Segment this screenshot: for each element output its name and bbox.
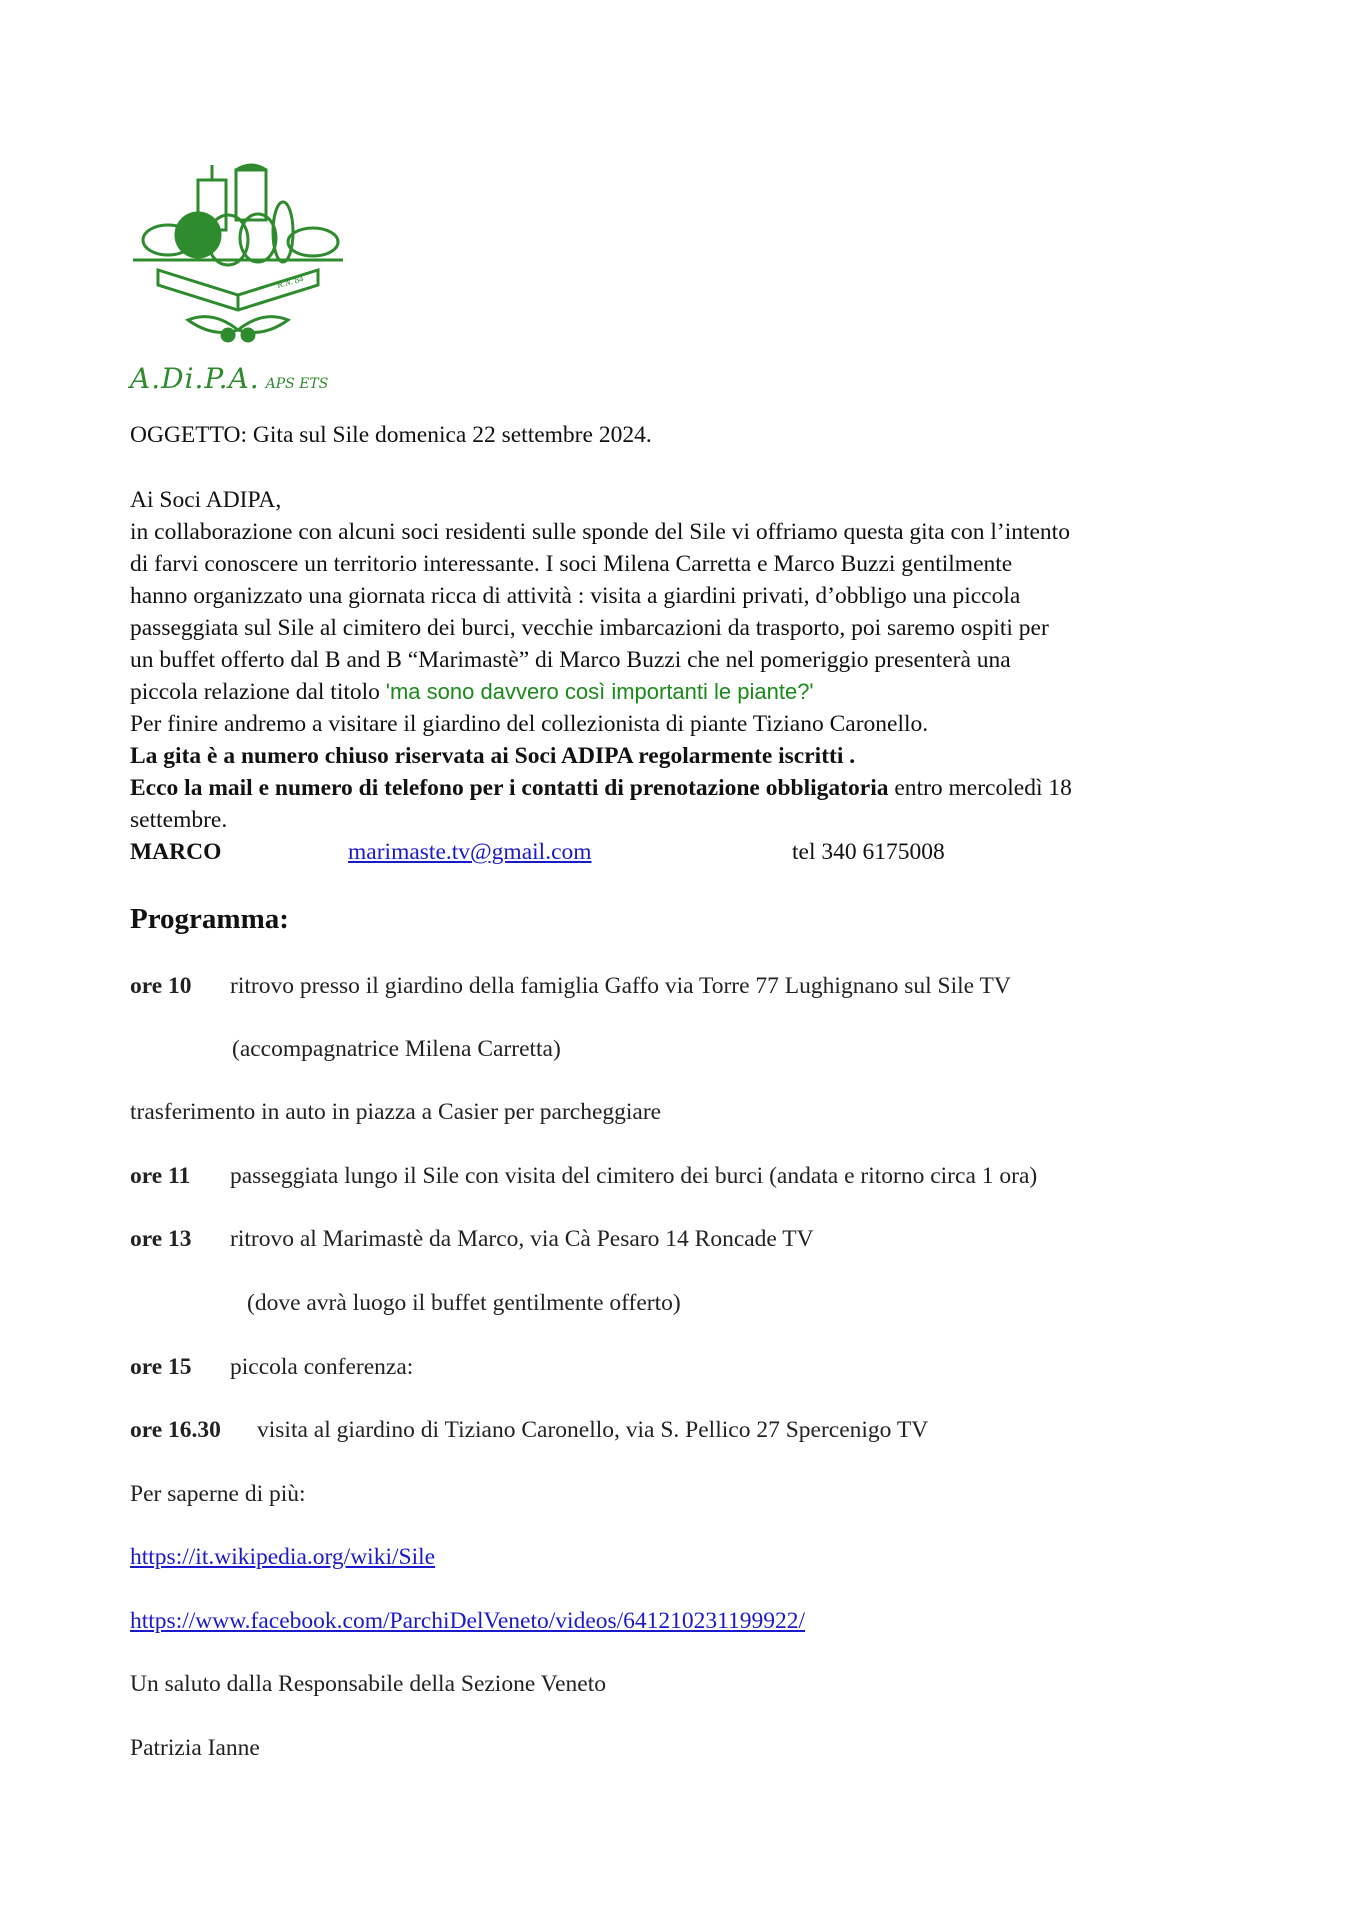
body-line: un buffet offerto dal B and B “Marimastè” di Marco Buzzi che nel pomeriggio presenterà una — [130, 647, 1011, 673]
contact-email-link[interactable]: marimaste.tv@gmail.com — [348, 839, 592, 865]
program-text: passeggiata lungo il Sile con visita del cimitero dei burci (andata e ritorno circa 1 ora) — [230, 1163, 1038, 1189]
program-text: ritrovo al Marimastè da Marco, via Cà Pesaro 14 Roncade TV — [230, 1226, 814, 1252]
program-item — [130, 1161, 1037, 1191]
garden-emblem-icon — [128, 160, 348, 360]
program-text: ritrovo presso il giardino della famiglia Gaffo via Torre 77 Lughignano sul Sile TV — [230, 973, 1011, 999]
body-line: in collaborazione con alcuni soci residenti sulle sponde del Sile vi offriamo questa gita con l’intento — [130, 519, 1070, 545]
closed-number-notice: La gita è a numero chiuso riservata ai Soci ADIPA regolarmente iscritti . — [130, 743, 856, 769]
logo-text — [130, 362, 328, 395]
program-time: ore 13 — [130, 1226, 192, 1252]
program-transfer: trasferimento in auto in piazza a Casier per parcheggiare — [130, 1099, 662, 1125]
signature: Patrizia Ianne — [130, 1735, 260, 1761]
body-line: di farvi conoscere un territorio interessante. I soci Milena Carretta e Marco Buzzi gentilmente — [130, 551, 1013, 577]
finish-line: Per finire andremo a visitare il giardino del collezionista di piante Tiziano Caronello. — [130, 711, 929, 737]
facebook-video-link[interactable]: https://www.facebook.com/ParchiDelVeneto/videos/641210231199922/ — [130, 1608, 806, 1634]
program-item — [130, 1224, 814, 1254]
greeting: Ai Soci ADIPA, — [130, 487, 282, 513]
contact-intro-bold: Ecco la mail e numero di telefono per i contatti di prenotazione obbligatoria — [130, 775, 889, 801]
program-time: ore 16.30 — [130, 1417, 221, 1443]
adipa-logo — [128, 160, 348, 390]
contact-name: MARCO — [130, 839, 222, 865]
contact-intro-deadline: entro mercoledì 18 — [888, 775, 1072, 801]
contact-phone: tel 340 6175008 — [792, 839, 945, 865]
program-note: (dove avrà luogo il buffet gentilmente offerto) — [247, 1290, 681, 1316]
program-heading: Programma: — [130, 903, 289, 935]
subject-line: OGGETTO: Gita sul Sile domenica 22 settembre 2024. — [130, 422, 652, 448]
program-time: ore 10 — [130, 973, 192, 999]
closing-greeting: Un saluto dalla Responsabile della Sezione Veneto — [130, 1671, 606, 1697]
contact-intro — [130, 773, 1072, 803]
program-item — [130, 1415, 928, 1445]
talk-title-line — [130, 677, 814, 707]
logo-suffix: APS ETS — [265, 376, 329, 392]
logo-org-name: A.Di.P.A. — [130, 362, 260, 395]
program-time: ore 11 — [130, 1163, 191, 1189]
body-line: hanno organizzato una giornata ricca di attività : visita a giardini privati, d’obbligo una piccola — [130, 583, 1021, 609]
logo-initials: R.N.'84 — [275, 273, 305, 290]
program-text: piccola conferenza: — [230, 1354, 414, 1380]
body-line: passeggiata sul Sile al cimitero dei burci, vecchie imbarcazioni da trasporto, poi saremo ospiti per — [130, 615, 1049, 641]
program-time: ore 15 — [130, 1354, 192, 1380]
wikipedia-link[interactable]: https://it.wikipedia.org/wiki/Sile — [130, 1544, 436, 1570]
more-info-label: Per saperne di più: — [130, 1481, 306, 1507]
program-text: visita al giardino di Tiziano Caronello, via S. Pellico 27 Spercenigo TV — [257, 1417, 929, 1443]
contact-intro-continuation: settembre. — [130, 807, 228, 833]
program-item — [130, 971, 1011, 1001]
talk-title: 'ma sono davvero così importanti le piante?' — [385, 679, 814, 704]
program-note: (accompagnatrice Milena Carretta) — [232, 1036, 561, 1062]
talk-title-prefix: piccola relazione dal titolo — [130, 679, 386, 705]
program-item — [130, 1352, 413, 1382]
